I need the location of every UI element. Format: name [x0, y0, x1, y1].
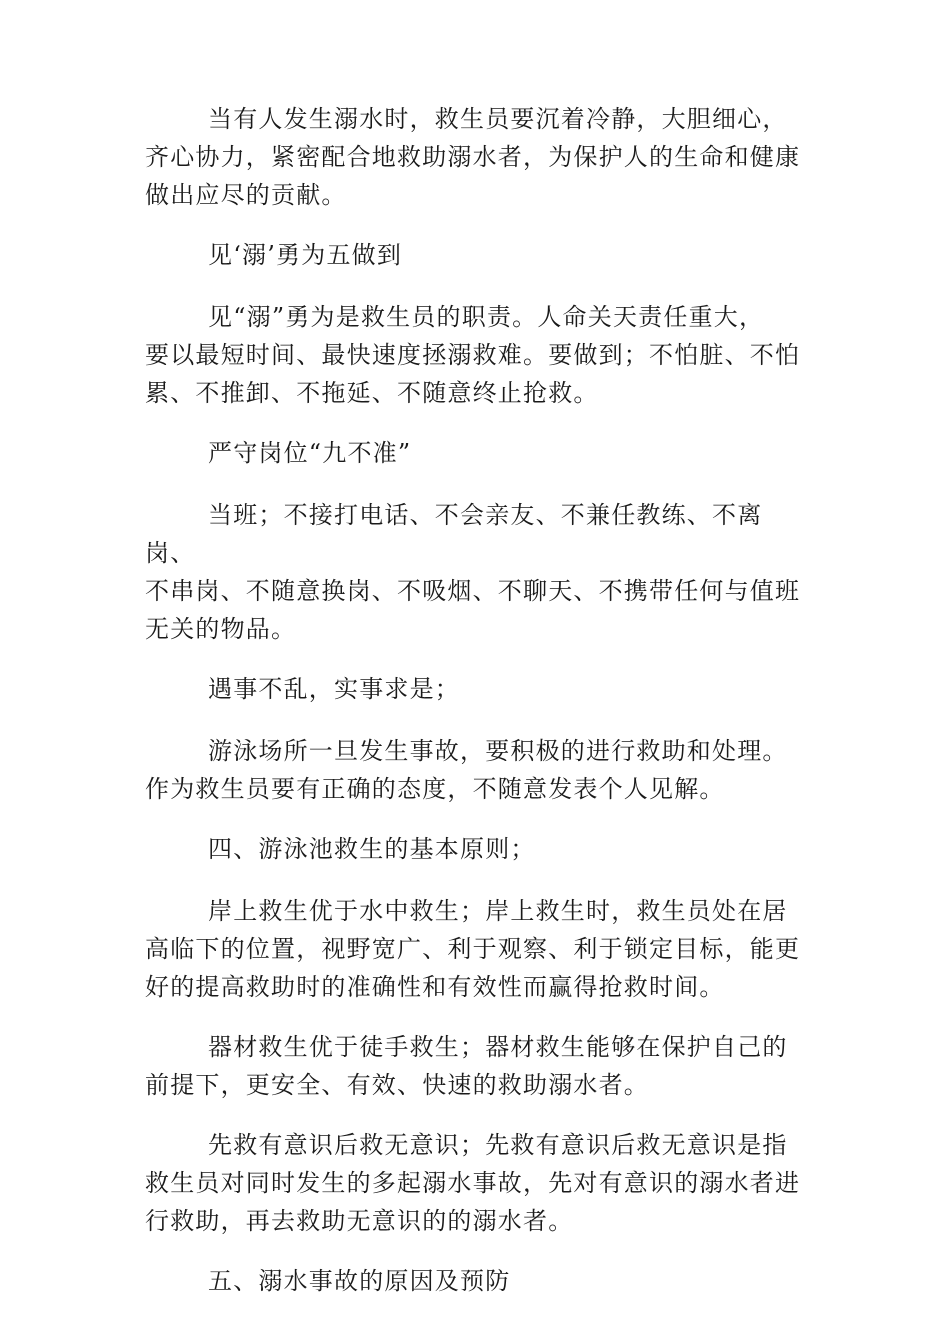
heading-section-five: 五、溺水事故的原因及预防 [208, 1267, 511, 1295]
paragraph-rescue-attitude: 当有人发生溺水时，救生员要沉着冷静，大胆细心， 齐心协力，紧密配合地救助溺水者，为保护人的生命和健康 做出应尽的贡献。 [145, 105, 801, 209]
heading-stay-calm: 遇事不乱，实事求是； [208, 675, 460, 703]
paragraph-conscious-first: 先救有意识后救无意识；先救有意识后救无意识是指 救生员对同时发生的多起溺水事故，先对有意识的溺水者进 行救助，再去救助无意识的的溺水者。 [145, 1131, 801, 1235]
paragraph-duty: 见“溺”勇为是救生员的职责。人命关天责任重大， 要以最短时间、最快速度拯溺救难。要做到；不怕脏、不怕 累、不推卸、不拖延、不随意终止抢救。 [145, 303, 801, 407]
paragraph-on-duty-rules: 当班；不接打电话、不会亲友、不兼任教练、不离岗、 不串岗、不随意换岗、不吸烟、不聊天、不携带任何与值班 无关的物品。 [145, 501, 801, 643]
paragraph-shore-rescue: 岸上救生优于水中救生；岸上救生时，救生员处在居 高临下的位置，视野宽广、利于观察、利于锁定目标，能更 好的提高救助时的准确性和有效性而赢得抢救时间。 [145, 897, 801, 1001]
paragraph-equipment-rescue: 器材救生优于徒手救生；器材救生能够在保护自己的 前提下，更安全、有效、快速的救助溺水者。 [145, 1033, 788, 1099]
heading-section-four: 四、游泳池救生的基本原则； [208, 835, 536, 863]
document-page [145, 100, 810, 1324]
heading-five-musts: 见‘溺’勇为五做到 [208, 241, 403, 269]
paragraph-accident-handling: 游泳场所一旦发生事故，要积极的进行救助和处理。 作为救生员要有正确的态度，不随意发表个人见解。 [145, 737, 788, 803]
heading-nine-prohibitions: 严守岗位“九不准” [208, 439, 412, 467]
